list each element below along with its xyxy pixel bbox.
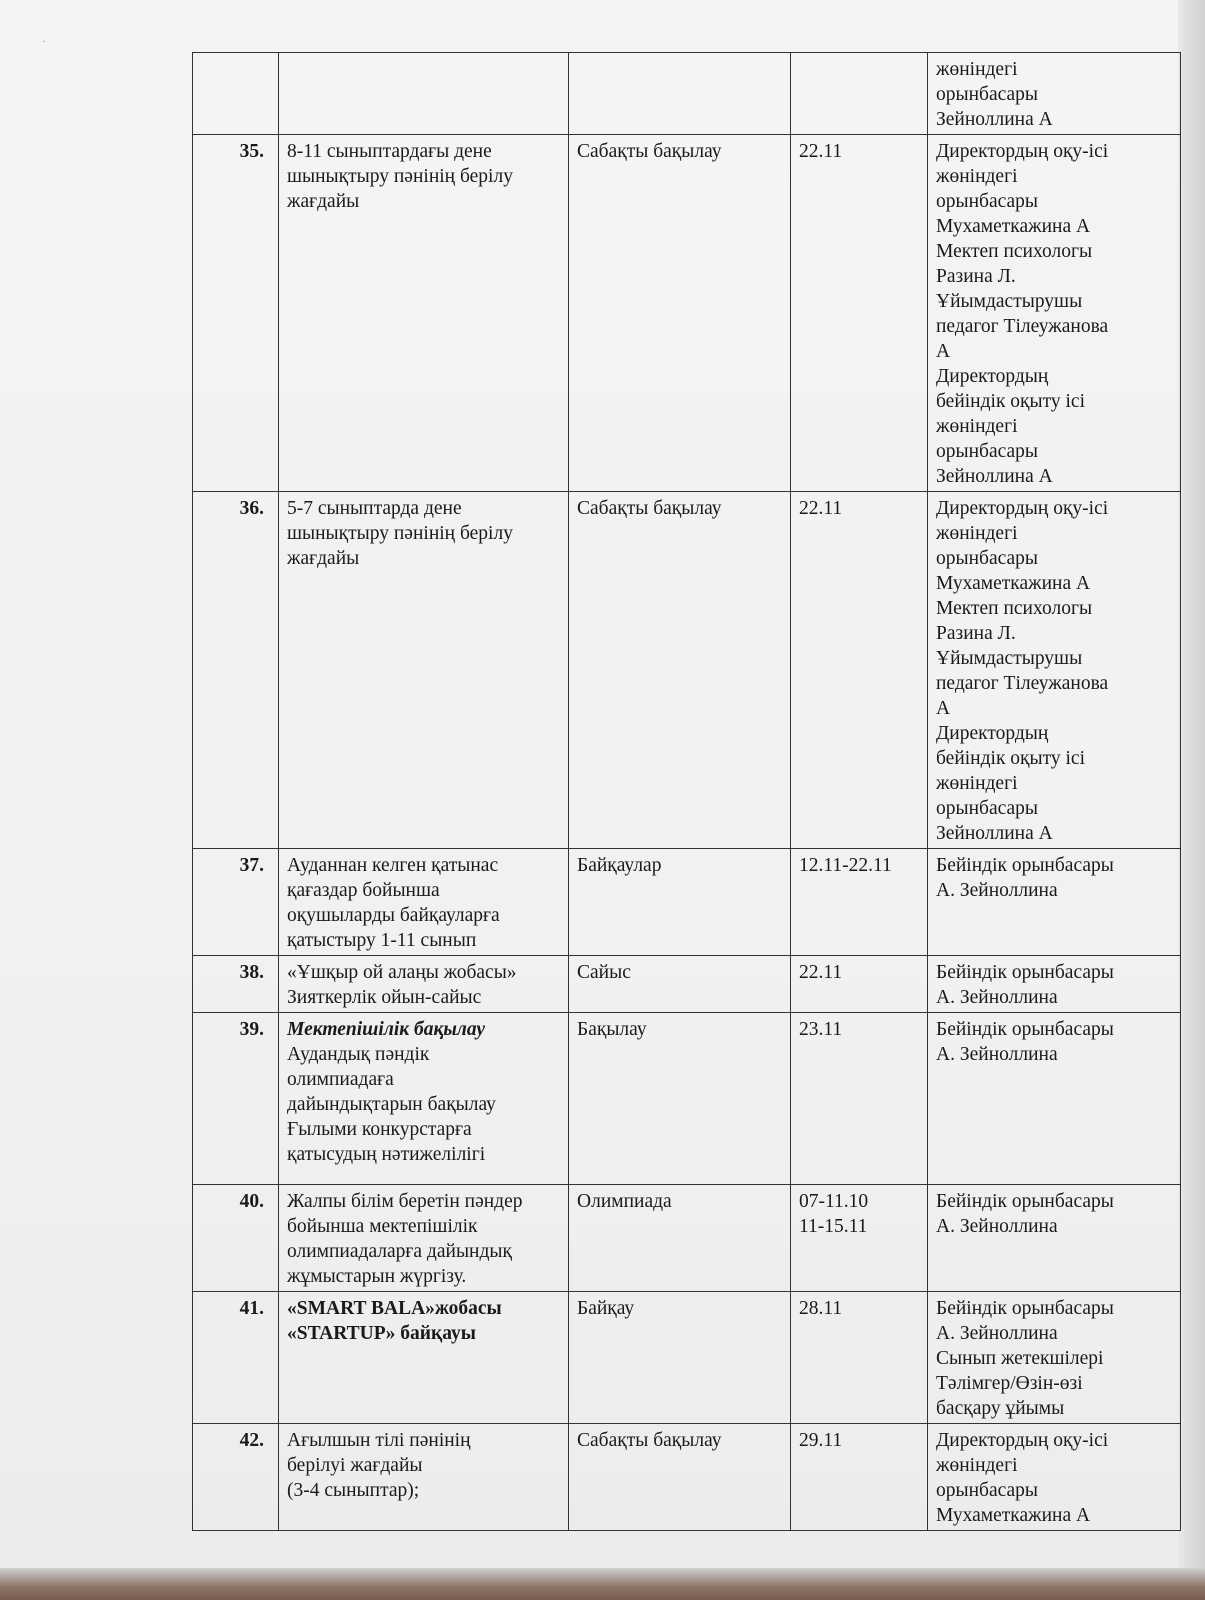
topic-heading: Мектепішілік бақылау	[287, 1019, 486, 1040]
cell-line: А. Зейноллина	[936, 880, 1058, 901]
cell-line: орынбасары	[936, 441, 1039, 462]
topic-cell	[279, 849, 569, 956]
background-bottom	[0, 1568, 1205, 1600]
cell-line: Мухаметкажина А	[936, 573, 1091, 594]
cell-line: Ауданнан келген қатынас	[287, 855, 499, 876]
topic-cell	[279, 1185, 569, 1292]
table-row	[193, 1424, 1181, 1531]
control-type-cell: Бақылау	[569, 1013, 791, 1185]
cell-line: шынықтыру пәнінің берілу	[287, 523, 513, 544]
paper-speck: ·	[42, 34, 46, 48]
topic-cell	[279, 1292, 569, 1424]
cell-line: Бейіндік орынбасары	[936, 1191, 1114, 1212]
date-cell	[791, 135, 928, 492]
cell-line: «STARTUP» байқауы	[287, 1323, 476, 1344]
cell-line: Мухаметкажина А	[936, 216, 1091, 237]
table-row	[193, 1292, 1181, 1424]
row-number: 35.	[193, 135, 279, 492]
cell-line: Мектеп психологы	[936, 598, 1093, 619]
table-row	[193, 135, 1181, 492]
cell-line: «Ұшқыр ой алаңы жобасы»	[287, 962, 517, 983]
date-cell	[791, 1424, 928, 1531]
cell-line: бойынша мектепішілік	[287, 1216, 478, 1237]
date-cell	[791, 956, 928, 1013]
cell-line: оқушыларды байқауларға	[287, 905, 500, 926]
topic-cell	[279, 135, 569, 492]
table-row	[193, 1013, 1181, 1185]
date-cell	[791, 849, 928, 956]
cell-line: жөніндегі	[936, 773, 1018, 794]
control-type-cell: Байқау	[569, 1292, 791, 1424]
cell-line: жөніндегі	[936, 166, 1018, 187]
control-type-cell: Сабақты бақылау	[569, 135, 791, 492]
table-row	[193, 53, 1181, 135]
responsible-cell	[928, 956, 1181, 1013]
cell-line: жағдайы	[287, 191, 360, 212]
cell-line: 23.11	[799, 1019, 843, 1040]
cell-line: жөніндегі	[936, 416, 1018, 437]
responsible-cell	[928, 849, 1181, 956]
cell-line: Зияткерлік ойын-сайыс	[287, 987, 482, 1008]
control-type-cell: Олимпиада	[569, 1185, 791, 1292]
row-number: 39.	[193, 1013, 279, 1185]
date-cell	[791, 1185, 928, 1292]
cell-line: Бейіндік орынбасары	[936, 1298, 1114, 1319]
cell-line: Зейноллина А	[936, 823, 1053, 844]
cell-line: Зейноллина А	[936, 109, 1053, 130]
cell-line: (3-4 сыныптар);	[287, 1480, 420, 1501]
cell-line: орынбасары	[936, 548, 1039, 569]
table-row	[193, 849, 1181, 956]
responsible-cell	[928, 1013, 1181, 1185]
cell-line: Ұйымдастырушы	[936, 291, 1083, 312]
cell-line: Разина Л.	[936, 266, 1016, 287]
cell-line: қатысудың нәтижелілігі	[287, 1144, 486, 1165]
cell-line: Аудандық пәндік	[287, 1044, 430, 1065]
control-type-cell: Сайыс	[569, 956, 791, 1013]
cell-line: Жалпы білім беретін пәндер	[287, 1191, 523, 1212]
cell-line: жөніндегі	[936, 59, 1018, 80]
cell-line: А. Зейноллина	[936, 1044, 1058, 1065]
cell-line: педагог Тілеужанова	[936, 673, 1109, 694]
cell-line: Директордың	[936, 366, 1049, 387]
cell-line: бейіндік оқыту ісі	[936, 391, 1086, 412]
cell-line: Тәлімгер/Өзін-өзі	[936, 1373, 1083, 1394]
control-type-cell: Байқаулар	[569, 849, 791, 956]
cell-line: 22.11	[799, 141, 843, 162]
cell-line: орынбасары	[936, 191, 1039, 212]
cell-line: Ұйымдастырушы	[936, 648, 1083, 669]
cell-line: олимпиадаға	[287, 1069, 394, 1090]
cell-line: қағаздар бойынша	[287, 880, 440, 901]
cell-line: педагог Тілеужанова	[936, 316, 1109, 337]
row-number: 40.	[193, 1185, 279, 1292]
cell-line: берілуі жағдайы	[287, 1455, 423, 1476]
cell-line: Ағылшын тілі пәнінің	[287, 1430, 471, 1451]
cell-line: А. Зейноллина	[936, 1216, 1058, 1237]
topic-cell	[279, 492, 569, 849]
cell-line: Бейіндік орынбасары	[936, 1019, 1114, 1040]
control-type-cell	[569, 53, 791, 135]
row-number: 37.	[193, 849, 279, 956]
cell-line: орынбасары	[936, 1480, 1039, 1501]
cell-line: 8-11 сыныптардағы дене	[287, 141, 492, 162]
row-number: 38.	[193, 956, 279, 1013]
cell-line: А. Зейноллина	[936, 1323, 1058, 1344]
cell-line: Ғылыми конкурстарға	[287, 1119, 472, 1140]
cell-line: Сынып жетекшілері	[936, 1348, 1104, 1369]
cell-line: бейіндік оқыту ісі	[936, 748, 1086, 769]
date-cell	[791, 1292, 928, 1424]
row-number: 42.	[193, 1424, 279, 1531]
cell-line: А	[936, 698, 951, 719]
cell-line: «SMART BALA»жобасы	[287, 1298, 502, 1319]
responsible-cell	[928, 53, 1181, 135]
plan-table-body	[193, 53, 1181, 1531]
row-number: 41.	[193, 1292, 279, 1424]
date-cell	[791, 492, 928, 849]
cell-line: А	[936, 341, 951, 362]
cell-line: Зейноллина А	[936, 466, 1053, 487]
responsible-cell	[928, 1292, 1181, 1424]
cell-line: 28.11	[799, 1298, 843, 1319]
responsible-cell	[928, 492, 1181, 849]
responsible-cell	[928, 1185, 1181, 1292]
cell-line: жөніндегі	[936, 1455, 1018, 1476]
cell-line: олимпиадаларға дайындық	[287, 1241, 512, 1262]
responsible-cell	[928, 135, 1181, 492]
cell-line: 29.11	[799, 1430, 843, 1451]
cell-line: орынбасары	[936, 84, 1039, 105]
table-row	[193, 492, 1181, 849]
cell-line: басқару ұйымы	[936, 1398, 1065, 1419]
cell-line: Разина Л.	[936, 623, 1016, 644]
cell-line: жөніндегі	[936, 523, 1018, 544]
cell-line: жұмыстарын жүргізу.	[287, 1266, 467, 1287]
topic-cell	[279, 1013, 569, 1185]
cell-line: шынықтыру пәнінің берілу	[287, 166, 513, 187]
date-cell	[791, 53, 928, 135]
topic-cell	[279, 1424, 569, 1531]
cell-line: Директордың оқу-ісі	[936, 498, 1109, 519]
cell-line: Директордың оқу-ісі	[936, 1430, 1109, 1451]
cell-line: қатыстыру 1-11 сынып	[287, 930, 477, 951]
cell-line: дайындықтарын бақылау	[287, 1094, 496, 1115]
cell-line: Мектеп психологы	[936, 241, 1093, 262]
cell-line: Директордың оқу-ісі	[936, 141, 1109, 162]
cell-line: жағдайы	[287, 548, 360, 569]
control-type-cell: Сабақты бақылау	[569, 1424, 791, 1531]
cell-line: 22.11	[799, 498, 843, 519]
cell-line: орынбасары	[936, 798, 1039, 819]
topic-cell	[279, 956, 569, 1013]
table-row	[193, 1185, 1181, 1292]
cell-line: А. Зейноллина	[936, 987, 1058, 1008]
cell-line: 11-15.11	[799, 1216, 868, 1237]
plan-table	[192, 52, 1181, 1531]
topic-cell	[279, 53, 569, 135]
responsible-cell	[928, 1424, 1181, 1531]
table-row	[193, 956, 1181, 1013]
date-cell	[791, 1013, 928, 1185]
cell-line: 5-7 сыныптарда дене	[287, 498, 462, 519]
cell-line: 22.11	[799, 962, 843, 983]
background-right	[1178, 0, 1205, 1600]
cell-line: Бейіндік орынбасары	[936, 855, 1114, 876]
cell-line: 07-11.10	[799, 1191, 869, 1212]
cell-line: 12.11-22.11	[799, 855, 892, 876]
cell-line: Директордың	[936, 723, 1049, 744]
cell-line: Мухаметкажина А	[936, 1505, 1091, 1526]
row-number: 36.	[193, 492, 279, 849]
row-number	[193, 53, 279, 135]
control-type-cell: Сабақты бақылау	[569, 492, 791, 849]
cell-line: Бейіндік орынбасары	[936, 962, 1114, 983]
